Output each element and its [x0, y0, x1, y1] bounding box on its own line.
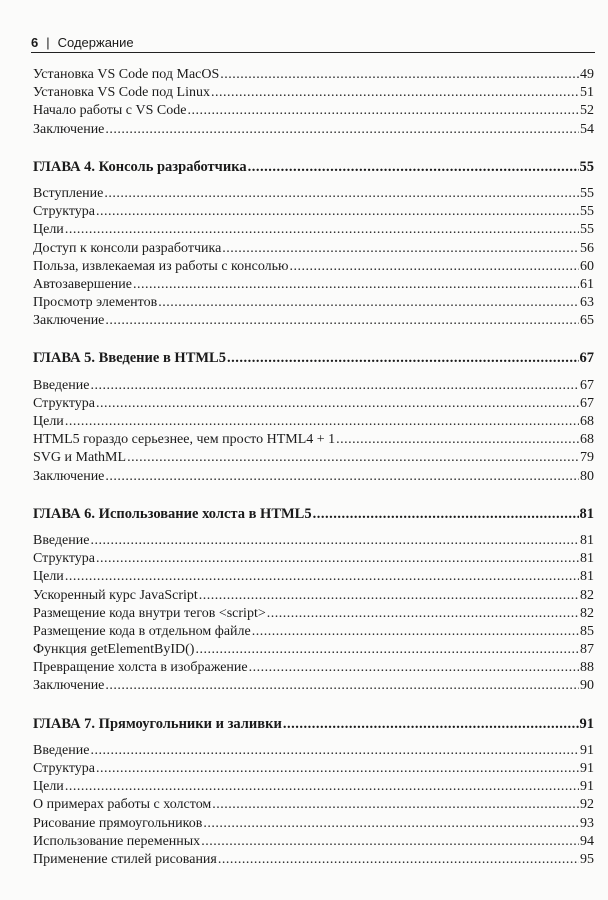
toc-entry [33, 221, 594, 239]
toc-entry [33, 276, 594, 294]
entry-page: 91 [579, 715, 594, 732]
dot-leader [105, 677, 579, 695]
chapter-heading [33, 505, 594, 523]
header-separator: | [46, 35, 50, 50]
toc-entry [33, 258, 594, 276]
toc-entry [33, 102, 594, 120]
dot-leader [96, 395, 579, 413]
toc-entry [33, 587, 594, 605]
dot-leader [212, 796, 579, 814]
entry-page: 79 [580, 450, 594, 466]
dot-leader [199, 587, 579, 605]
entry-page: 87 [580, 642, 594, 658]
table-of-contents [33, 66, 594, 869]
entry-title: Польза, извлекаемая из работы с консолью [33, 258, 289, 274]
entry-title: Цели [33, 779, 64, 795]
dot-leader [283, 715, 579, 733]
entry-title: Структура [33, 761, 96, 776]
dot-leader [90, 742, 579, 760]
entry-page: 67 [580, 395, 594, 411]
toc-entry [33, 641, 594, 659]
entry-title: Размещение кода внутри тегов <script> [33, 605, 266, 621]
toc-entry [33, 185, 594, 203]
toc-entry [33, 760, 594, 778]
entry-page: 65 [580, 313, 594, 329]
running-header [31, 34, 595, 53]
chapter-heading [33, 158, 594, 176]
entry-title: Введение [33, 532, 90, 548]
entry-title: Начало работы с VS Code [33, 103, 187, 119]
entry-page: 93 [580, 815, 594, 831]
entry-page: 67 [579, 350, 594, 367]
dot-leader [267, 605, 579, 623]
toc-entry [33, 623, 594, 641]
dot-leader [96, 760, 579, 778]
entry-title: Размещение кода в отдельном файле [33, 623, 251, 639]
entry-title: Заключение [33, 468, 105, 484]
entry-title: Превращение холста в изображение [33, 660, 248, 676]
dot-leader [211, 84, 579, 102]
toc-entry [33, 468, 594, 486]
entry-title: Цели [33, 414, 64, 429]
entry-page: 82 [580, 587, 594, 603]
dot-leader [65, 568, 579, 586]
entry-title: О примерах работы с холстом [33, 797, 212, 813]
entry-page: 95 [580, 851, 594, 867]
entry-page: 81 [580, 551, 594, 567]
entry-page: 61 [580, 276, 594, 292]
entry-title: ГЛАВА 5. Введение в HTML5 [33, 350, 226, 367]
entry-page: 88 [580, 660, 594, 676]
entry-page: 55 [580, 204, 594, 220]
entry-title: Установка VS Code под MacOS [33, 67, 220, 82]
entry-page: 55 [580, 185, 594, 201]
dot-leader [218, 851, 579, 869]
entry-title: Применение стилей рисования [33, 851, 217, 867]
entry-page: 68 [580, 414, 594, 429]
entry-title: Структура [33, 395, 96, 411]
header-title: Содержание [57, 35, 134, 50]
entry-page: 51 [580, 85, 594, 101]
entry-page: 81 [580, 532, 594, 548]
toc-entry [33, 121, 594, 139]
dot-leader [65, 221, 579, 239]
toc-entry [33, 796, 594, 814]
entry-title: ГЛАВА 4. Консоль разработчика [33, 158, 247, 175]
dot-leader [90, 532, 579, 550]
entry-title: Цели [33, 569, 64, 585]
entry-title: Введение [33, 377, 90, 393]
toc-entry [33, 449, 594, 467]
entry-title: Автозавершение [33, 276, 132, 292]
toc-entry [33, 312, 594, 330]
chapter-heading [33, 715, 594, 733]
toc-entry [33, 605, 594, 623]
entry-title: Доступ к консоли разработчика [33, 240, 222, 256]
dot-leader [65, 413, 579, 431]
entry-title: Ускоренный курс JavaScript [33, 587, 198, 603]
entry-page: 81 [579, 505, 594, 522]
entry-title: ГЛАВА 6. Использование холста в HTML5 [33, 505, 312, 522]
dot-leader [289, 258, 579, 276]
entry-page: 60 [580, 258, 594, 274]
entry-page: 91 [580, 761, 594, 776]
dot-leader [158, 294, 579, 312]
dot-leader [133, 276, 579, 294]
toc-entry [33, 431, 594, 449]
entry-title: Заключение [33, 313, 105, 329]
toc-entry [33, 203, 594, 221]
entry-page: 81 [580, 569, 594, 585]
entry-page: 91 [580, 742, 594, 758]
dot-leader [336, 431, 579, 449]
dot-leader [222, 240, 579, 258]
toc-entry [33, 568, 594, 586]
entry-page: 91 [580, 779, 594, 795]
entry-title: Заключение [33, 121, 105, 137]
toc-entry [33, 778, 594, 796]
entry-page: 55 [580, 222, 594, 238]
dot-leader [105, 121, 579, 139]
toc-entry [33, 240, 594, 258]
dot-leader [65, 778, 579, 796]
entry-title: Вступление [33, 185, 104, 201]
toc-entry [33, 833, 594, 851]
entry-title: SVG и MathML [33, 450, 127, 466]
toc-entry [33, 851, 594, 869]
dot-leader [105, 468, 579, 486]
entry-title: Функция getElementByID() [33, 642, 195, 658]
chapter-heading [33, 349, 594, 367]
dot-leader [203, 815, 579, 833]
toc-entry [33, 395, 594, 413]
entry-page: 67 [580, 377, 594, 393]
dot-leader [227, 349, 579, 367]
toc-entry [33, 550, 594, 568]
entry-page: 52 [580, 103, 594, 119]
entry-page: 56 [580, 240, 594, 256]
toc-entry [33, 659, 594, 677]
dot-leader [104, 185, 579, 203]
toc-entry [33, 815, 594, 833]
entry-page: 63 [580, 295, 594, 311]
dot-leader [187, 102, 579, 120]
entry-page: 94 [580, 833, 594, 849]
entry-page: 54 [580, 121, 594, 137]
entry-title: Заключение [33, 678, 105, 694]
entry-title: Использование переменных [33, 833, 201, 849]
toc-entry [33, 532, 594, 550]
dot-leader [313, 505, 579, 523]
entry-title: Структура [33, 204, 96, 220]
dot-leader [249, 659, 579, 677]
toc-entry [33, 413, 594, 431]
toc-entry [33, 377, 594, 395]
entry-page: 49 [580, 67, 594, 82]
entry-page: 80 [580, 468, 594, 484]
entry-page: 92 [580, 797, 594, 813]
entry-title: Структура [33, 551, 96, 567]
dot-leader [248, 158, 579, 176]
entry-title: HTML5 гораздо серьезнее, чем просто HTML4 + 1 [33, 432, 336, 448]
toc-entry [33, 677, 594, 695]
entry-title: Цели [33, 222, 64, 238]
dot-leader [252, 623, 579, 641]
dot-leader [96, 203, 579, 221]
entry-page: 90 [580, 678, 594, 694]
entry-page: 85 [580, 623, 594, 639]
toc-entry [33, 294, 594, 312]
toc-entry [33, 742, 594, 760]
dot-leader [195, 641, 579, 659]
entry-title: Установка VS Code под Linux [33, 85, 210, 101]
entry-title: Рисование прямоугольников [33, 815, 203, 831]
entry-page: 82 [580, 605, 594, 621]
toc-entry [33, 84, 594, 102]
toc-entry [33, 66, 594, 84]
entry-title: Введение [33, 742, 90, 758]
entry-page: 55 [579, 158, 594, 175]
entry-page: 68 [580, 432, 594, 448]
entry-title: Просмотр элементов [33, 295, 158, 311]
page-number: 6 [31, 35, 39, 50]
entry-title: ГЛАВА 7. Прямоугольники и заливки [33, 715, 282, 732]
dot-leader [201, 833, 579, 851]
dot-leader [220, 66, 579, 84]
dot-leader [96, 550, 579, 568]
dot-leader [127, 449, 579, 467]
dot-leader [90, 377, 579, 395]
dot-leader [105, 312, 579, 330]
